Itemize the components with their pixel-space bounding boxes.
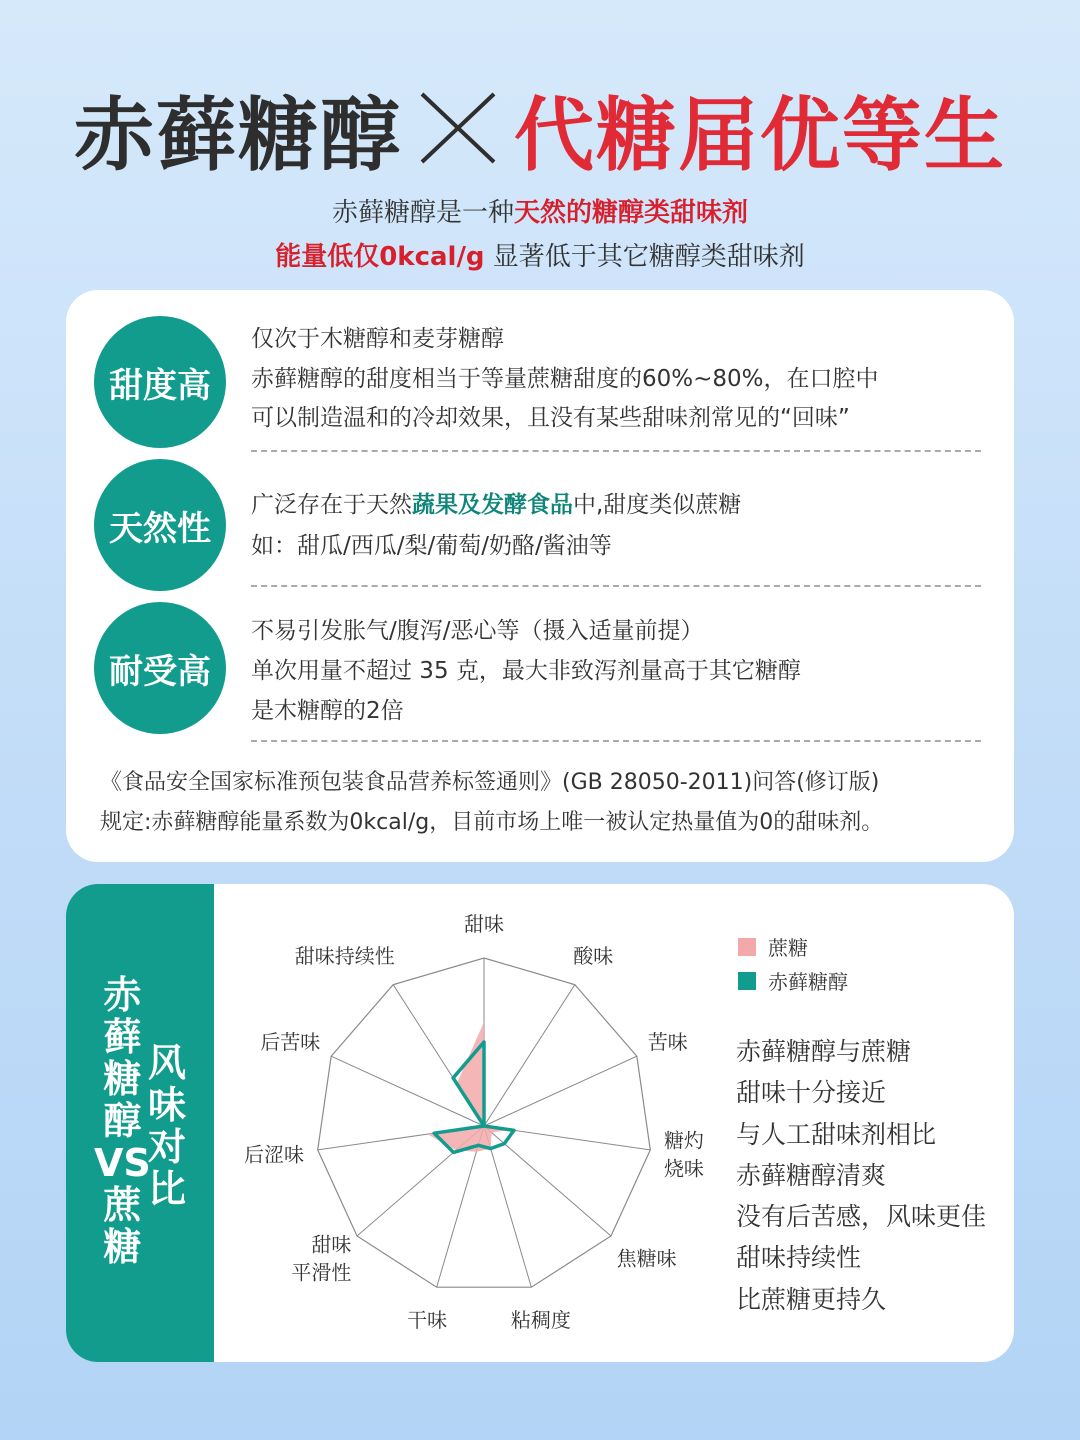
legend-item-erythritol — [738, 966, 848, 995]
axis-label — [260, 1030, 320, 1054]
desc-line-4: 赤藓糖醇清爽 — [736, 1161, 887, 1190]
divider — [251, 585, 981, 587]
title-row — [0, 78, 1080, 182]
axis-label-line: 甜味 — [464, 912, 504, 936]
legend-label-erythritol: 赤藓糖醇 — [768, 970, 848, 994]
title-right: 代糖届优等生 — [514, 88, 1006, 182]
axis-label-line: 苦味 — [647, 1030, 688, 1055]
side-title-1-char: VS — [94, 1141, 151, 1185]
axis-label — [464, 912, 504, 936]
legend-swatch-sucrose — [738, 938, 756, 956]
legend-swatch-erythritol — [738, 972, 756, 990]
side-title-2-char: 对 — [148, 1125, 187, 1169]
axis-label-line: 糖灼 — [663, 1128, 704, 1153]
natural-line-1-highlight: 蔬果及发酵食品 — [412, 492, 573, 518]
axis-label — [664, 1129, 704, 1181]
desc-line-3: 与人工甜味剂相比 — [736, 1120, 937, 1149]
side-title-column-1 — [94, 974, 151, 1268]
axis-label — [648, 1030, 688, 1054]
intro-line-1-highlight: 天然的糖醇类甜味剂 — [514, 198, 749, 228]
axis-label — [244, 1143, 304, 1167]
axis-label-line: 甜味 — [311, 1232, 352, 1257]
axis-label-line: 后涩味 — [244, 1142, 305, 1167]
axis-label — [407, 1308, 447, 1332]
axis-label-line: 甜味持续性 — [294, 944, 395, 969]
legend-label-sucrose: 蔗糖 — [768, 936, 808, 960]
cross-icon — [418, 88, 498, 168]
natural-line-1 — [251, 486, 741, 519]
axis-label — [573, 944, 613, 968]
intro-line-2-text: 显著低于其它糖醇类甜味剂 — [484, 242, 805, 272]
axis-label-line: 焦糖味 — [616, 1246, 677, 1271]
comparison-side-panel — [66, 884, 214, 1362]
badge-tolerance: 耐受高 — [94, 602, 226, 734]
desc-line-2: 甜味十分接近 — [736, 1078, 887, 1107]
axis-label — [511, 1308, 571, 1332]
side-title-1-char: 藓 — [103, 1015, 142, 1059]
side-title-1-char: 蔗 — [103, 1183, 142, 1227]
sweetness-line-3: 可以制造温和的冷却效果，且没有某些甜味剂常见的“回味” — [251, 405, 850, 431]
intro-line-1 — [0, 192, 1080, 229]
side-title-column-2 — [148, 1042, 186, 1210]
desc-line-1: 赤藓糖醇与蔗糖 — [736, 1037, 912, 1066]
axis-label-line: 烧味 — [663, 1156, 704, 1181]
natural-line-2: 如：甜瓜/西瓜/梨/葡萄/奶酪/酱油等 — [251, 533, 612, 559]
axis-label-line: 后苦味 — [260, 1030, 321, 1055]
side-title-2-char: 比 — [148, 1167, 187, 1211]
intro-line-1-text: 赤藓糖醇是一种 — [331, 198, 514, 228]
side-title-1-char: 赤 — [103, 973, 142, 1017]
side-title-1-char: 糖 — [103, 1225, 142, 1269]
features-card — [66, 290, 1014, 862]
footnote-line-2: 规定:赤藓糖醇能量系数为0kcal/g，目前市场上唯一被认定热量值为0的甜味剂。 — [100, 810, 884, 835]
badge-natural: 天然性 — [94, 459, 226, 591]
divider — [251, 450, 981, 452]
badge-sweetness: 甜度高 — [94, 316, 226, 448]
desc-line-6: 甜味持续性 — [736, 1243, 862, 1272]
tolerance-line-2: 单次用量不超过 35 克，最大非致泻剂量高于其它糖醇 — [251, 658, 801, 684]
legend-item-sucrose — [738, 932, 808, 961]
tolerance-line-3: 是木糖醇的2倍 — [251, 698, 404, 724]
sweetness-line-1: 仅次于木糖醇和麦芽糖醇 — [251, 326, 504, 352]
desc-line-7: 比蔗糖更持久 — [736, 1285, 887, 1314]
side-title-2-char: 味 — [148, 1083, 187, 1127]
axis-label — [617, 1246, 677, 1270]
footnote-line-1: 《食品安全国家标准预包装食品营养标签通则》(GB 28050-2011)问答(修订版) — [100, 770, 880, 795]
title-left: 赤藓糖醇 — [74, 88, 402, 182]
side-title-1-char: 醇 — [103, 1099, 142, 1143]
axis-label-line: 干味 — [407, 1307, 448, 1332]
intro-line-2-highlight: 能量低仅0kcal/g — [275, 242, 485, 272]
comparison-card — [66, 884, 1014, 1362]
axis-label-line: 酸味 — [573, 944, 614, 969]
axis-label — [291, 1232, 351, 1284]
side-title-2-char: 风 — [148, 1041, 187, 1085]
divider — [251, 740, 981, 742]
intro-line-2 — [0, 236, 1080, 273]
axis-label — [295, 944, 395, 968]
side-title-1-char: 糖 — [103, 1057, 142, 1101]
tolerance-line-1: 不易引发胀气/腹泻/恶心等（摄入适量前提） — [251, 618, 704, 644]
desc-line-5: 没有后苦感，风味更佳 — [736, 1202, 987, 1231]
axis-label-line: 粘稠度 — [510, 1307, 571, 1332]
flavor-radar-chart — [226, 884, 706, 1362]
axis-label-line: 平滑性 — [291, 1260, 352, 1285]
sweetness-line-2: 赤藓糖醇的甜度相当于等量蔗糖甜度的60%~80%，在口腔中 — [251, 366, 879, 392]
natural-line-1-a: 广泛存在于天然 — [251, 492, 412, 518]
natural-line-1-b: 中,甜度类似蔗糖 — [573, 492, 742, 518]
